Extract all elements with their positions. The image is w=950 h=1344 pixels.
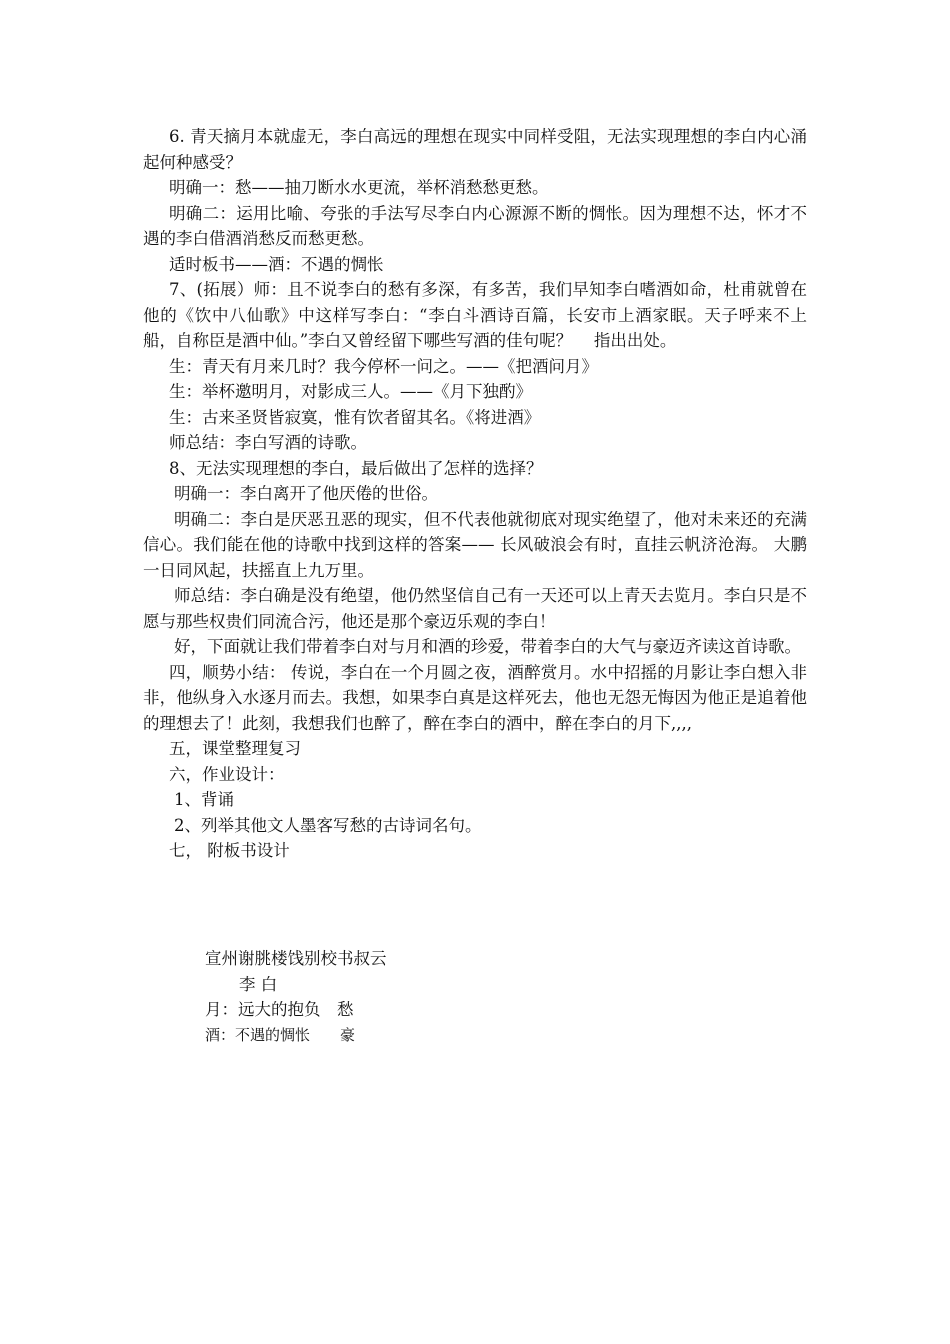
document-body	[143, 124, 807, 864]
board-line-moon: 月：远大的抱负 愁	[205, 1000, 354, 1019]
board-line-wine: 酒：不遇的惆怅 豪	[205, 1025, 356, 1044]
paragraph-answer-3: 明确一：李白离开了他厌倦的世俗。	[174, 484, 438, 503]
paragraph-homework-2: 2、列举其他文人墨客写愁的古诗词名句。	[174, 815, 482, 835]
paragraph-section-7: 七， 附板书设计	[169, 841, 290, 860]
paragraph-q8: 8、无法实现理想的李白，最后做出了怎样的选择？	[169, 458, 543, 478]
paragraph-section-5: 五，课堂整理复习	[169, 739, 301, 758]
board-author: 李 白	[239, 974, 278, 994]
paragraph-q6: 6. 青天摘月本就虚无，李白高远的理想在现实中同样受阻，无法实现理想的李白内心涌起何种感受？	[143, 127, 807, 172]
paragraph-answer-4: 明确二：李白是厌恶丑恶的现实，但不代表他就彻底对现实绝望了，他对未来还的充满信心。我们能在他的诗歌中找到这样的答案—— 长风破浪会有时，直挂云帆济沧海。 大鹏一日同风起，扶摇直上九万里。	[143, 509, 807, 580]
paragraph-student-3: 生：古来圣贤皆寂寞，惟有饮者留其名。《将进酒》	[169, 407, 541, 427]
paragraph-read-aloud: 好，下面就让我们带着李白对与月和酒的珍爱，带着李白的大气与豪迈齐读这首诗歌。	[174, 637, 801, 656]
paragraph-homework-1: 1、背诵	[174, 790, 234, 809]
paragraph-answer-1: 明确一：愁——抽刀断水水更流，举杯消愁愁更愁。	[169, 178, 549, 197]
paragraph-student-1: 生：青天有月来几时？我今停杯一问之。——《把酒问月》	[169, 356, 598, 376]
board-title: 宣州谢朓楼饯别校书叔云	[205, 949, 387, 968]
blackboard-design	[205, 946, 605, 1048]
paragraph-q7: 7、(拓展）师：且不说李白的愁有多深，有多苦，我们早知李白嗜酒如命，杜甫就曾在他的《饮中八仙歌》中这样写李白：“李白斗酒诗百篇，长安市上酒家眠。天子呼来不上船，自称臣是酒中仙。”李白又曾经留下哪些写酒的佳句呢？ 指出出处。	[143, 280, 807, 350]
paragraph-teacher-summary-2: 师总结：李白确是没有绝望，他仍然坚信自己有一天还可以上青天去览月。李白只是不愿与那些权贵们同流合污，他还是那个豪迈乐观的李白！	[143, 586, 807, 631]
paragraph-section-6: 六，作业设计：	[169, 764, 285, 784]
paragraph-section-4: 四，顺势小结： 传说，李白在一个月圆之夜，酒醉赏月。水中招摇的月影让李白想入非非，他纵身入水逐月而去。我想，如果李白真是这样死去，他也无怨无悔因为他正是追着他的理想去了！此刻，我想我们也醉了，醉在李白的酒中，醉在李白的月下,,,,	[143, 662, 807, 733]
paragraph-teacher-summary-1: 师总结：李白写酒的诗歌。	[169, 433, 367, 452]
paragraph-student-2: 生：举杯邀明月，对影成三人。——《月下独酌》	[169, 382, 532, 401]
paragraph-answer-2: 明确二：运用比喻、夸张的手法写尽李白内心源源不断的惆怅。因为理想不达，怀才不遇的李白借酒消愁反而愁更愁。	[143, 203, 807, 248]
paragraph-board-note: 适时板书——酒：不遇的惆怅	[169, 254, 384, 274]
